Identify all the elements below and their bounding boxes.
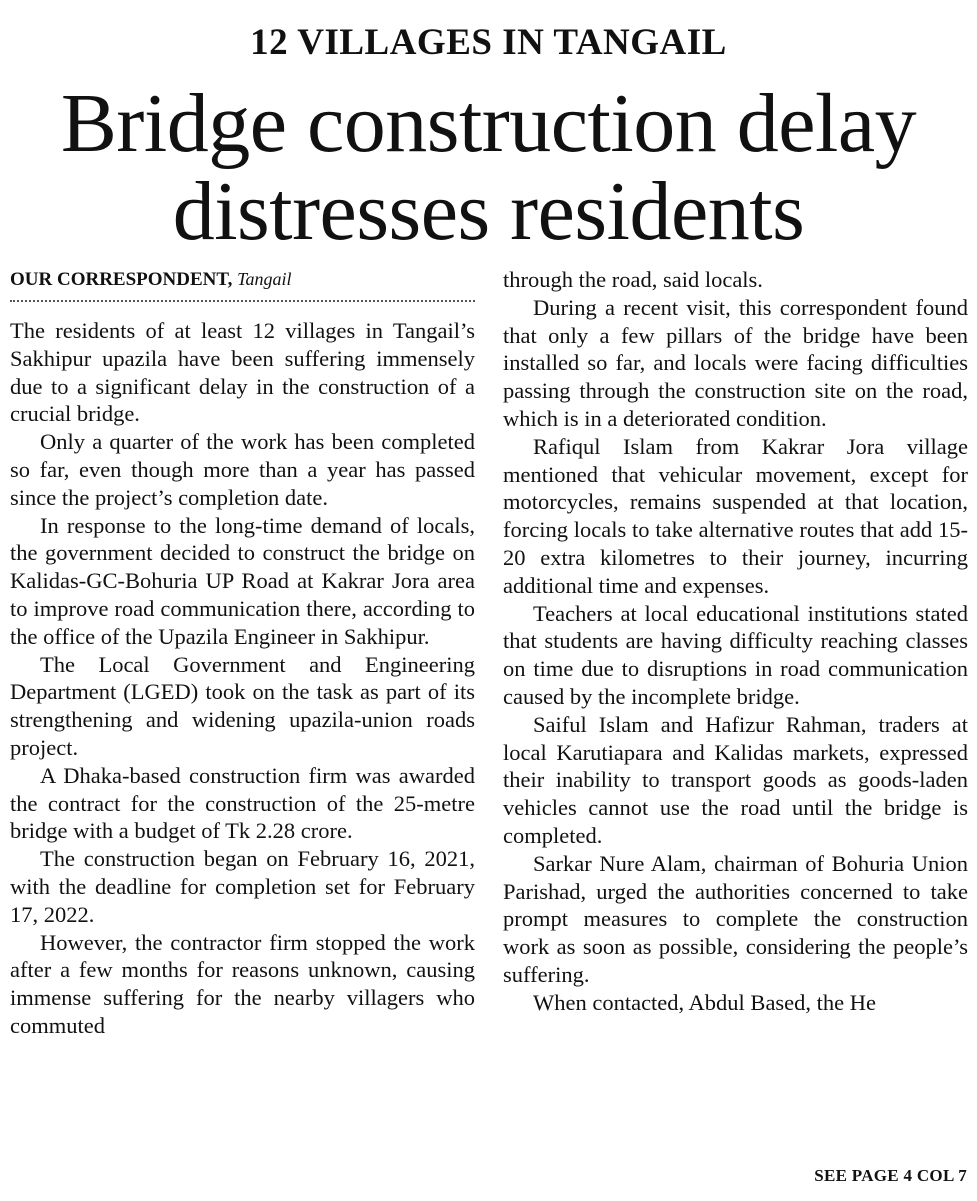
paragraph: Rafiqul Islam from Kakrar Jora village mentioned that vehicular movement, except for motorcycles, remains suspended at that location, forcing locals to take alternative routes that add 15-20 extra kilometres to their journey, incurring additional time and expenses.: [503, 433, 968, 598]
paragraph: However, the contractor firm stopped the work after a few months for reasons unknown, causing immense suffering for the nearby villagers who commuted: [10, 929, 475, 1038]
paragraph: The construction began on February 16, 2021, with the deadline for completion set for February 17, 2022.: [10, 846, 475, 927]
byline-author: OUR CORRESPONDENT,: [10, 269, 233, 290]
left-column: [10, 317, 475, 1185]
paragraph: Only a quarter of the work has been completed so far, even though more than a year has passed since the project’s completion date.: [10, 429, 475, 510]
paragraph: A Dhaka-based construction firm was awarded the contract for the construction of the 25-metre bridge with a budget of Tk 2.28 crore.: [10, 762, 475, 844]
paragraph: When contacted, Abdul Based, the He: [533, 989, 877, 1015]
paragraph: During a recent visit, this correspondent found that only a few pillars of the bridge have been installed so far, and locals were facing difficulties passing through the construction site on the road, which is in a deteriorated condition.: [503, 294, 968, 431]
kicker: 12 VILLAGES IN TANGAIL: [250, 22, 727, 63]
byline-divider: [10, 300, 475, 302]
paragraph: Sarkar Nure Alam, chairman of Bohuria Union Parishad, urged the authorities concerned to take prompt measures to complete the construction work as soon as possible, considering the people’s suffering.: [503, 850, 968, 987]
paragraph: Teachers at local educational institutions stated that students are having difficulty reaching classes on time due to disruptions in road communication caused by the incomplete bridge.: [503, 600, 968, 709]
byline: [10, 266, 475, 293]
paragraph: In response to the long-time demand of locals, the government decided to construct the bridge on Kalidas-GC-Bohuria UP Road at Kakrar Jora area to improve road communication there, according to the office of the Upazila Engineer in Sakhipur.: [10, 512, 475, 649]
jump-line: SEE PAGE 4 COL 7: [814, 1166, 967, 1185]
paragraph: The Local Government and Engineering Department (LGED) took on the task as part of its strengthening and widening upazila-union roads project.: [10, 651, 475, 760]
paragraph-continuation: through the road, said locals.: [503, 267, 763, 292]
right-column: [503, 266, 968, 1159]
paragraph: Saiful Islam and Hafizur Rahman, traders at local Karutiapara and Kalidas markets, expressed their inability to transport goods as goods-laden vehicles cannot use the road until the bridge is completed.: [503, 711, 968, 848]
paragraph: The residents of at least 12 villages in Tangail’s Sakhipur upazila have been suffering immensely due to a significant delay in the construction of a crucial bridge.: [10, 318, 475, 427]
byline-location: Tangail: [237, 269, 292, 289]
headline: Bridge construction delay distresses residents: [60, 77, 917, 258]
